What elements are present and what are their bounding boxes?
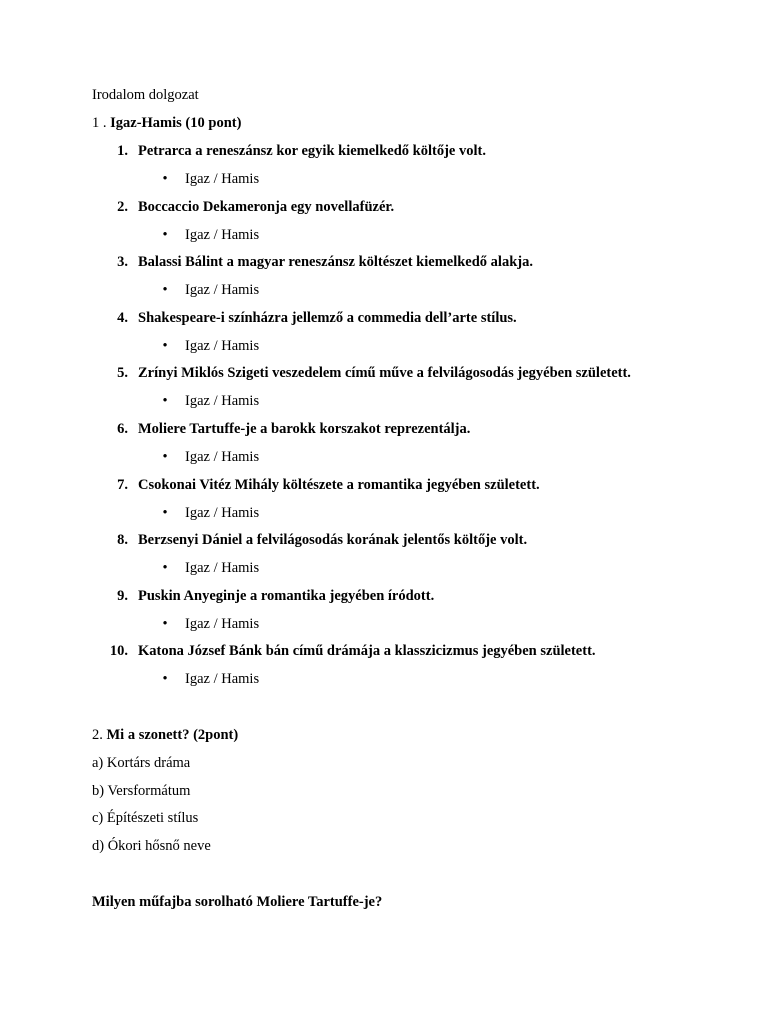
answer-choice: Igaz / Hamis <box>185 282 260 298</box>
document-title: Irodalom dolgozat <box>92 87 199 103</box>
bullet-icon: • <box>162 393 168 409</box>
question-number: 3. <box>117 254 128 270</box>
section2-title: Mi a szonett? (2pont) <box>106 727 239 743</box>
option-b: b) Versformátum <box>92 783 191 799</box>
answer-choice: Igaz / Hamis <box>185 171 260 187</box>
section1-heading <box>92 114 241 132</box>
answer-choice: Igaz / Hamis <box>185 560 260 576</box>
bullet-icon: • <box>162 449 168 465</box>
section2-number: 2. <box>92 727 103 743</box>
section1-title: Igaz-Hamis (10 pont) <box>110 115 242 131</box>
question-number: 1. <box>117 143 128 159</box>
bullet-icon: • <box>162 505 168 521</box>
question-text: Berzsenyi Dániel a felvilágosodás korának jelentős költője volt. <box>138 532 528 548</box>
answer-choice: Igaz / Hamis <box>185 338 260 354</box>
section1-number: 1 . <box>92 115 107 131</box>
question-text: Balassi Bálint a magyar reneszánsz költészet kiemelkedő alakja. <box>138 254 533 270</box>
question-number: 5. <box>117 365 128 381</box>
bullet-icon: • <box>162 616 168 632</box>
bullet-icon: • <box>162 671 168 687</box>
section2-heading <box>92 726 238 744</box>
question-text: Csokonai Vitéz Mihály költészete a romantika jegyében született. <box>138 477 540 493</box>
question-text: Shakespeare-i színházra jellemző a commedia dell’arte stílus. <box>138 310 517 326</box>
option-c: c) Építészeti stílus <box>92 810 199 826</box>
answer-choice: Igaz / Hamis <box>185 505 260 521</box>
option-a: a) Kortárs dráma <box>92 755 191 771</box>
question-text: Petrarca a reneszánsz kor egyik kiemelkedő költője volt. <box>138 143 486 159</box>
section3-question: Milyen műfajba sorolható Moliere Tartuffe-je? <box>92 894 383 910</box>
answer-choice: Igaz / Hamis <box>185 393 260 409</box>
bullet-icon: • <box>162 171 168 187</box>
question-number: 4. <box>117 310 128 326</box>
bullet-icon: • <box>162 560 168 576</box>
bullet-icon: • <box>162 338 168 354</box>
question-text: Zrínyi Miklós Szigeti veszedelem című műve a felvilágosodás jegyében született. <box>138 365 631 381</box>
question-number: 6. <box>117 421 128 437</box>
question-text: Moliere Tartuffe-je a barokk korszakot reprezentálja. <box>138 421 471 437</box>
question-number: 10. <box>109 643 128 659</box>
answer-choice: Igaz / Hamis <box>185 449 260 465</box>
question-number: 7. <box>117 477 128 493</box>
bullet-icon: • <box>162 227 168 243</box>
question-number: 9. <box>117 588 128 604</box>
answer-choice: Igaz / Hamis <box>185 227 260 243</box>
question-text: Boccaccio Dekameronja egy novellafüzér. <box>138 199 395 215</box>
question-text: Puskin Anyeginje a romantika jegyében íródott. <box>138 588 435 604</box>
question-text: Katona József Bánk bán című drámája a klasszicizmus jegyében született. <box>138 643 596 659</box>
bullet-icon: • <box>162 282 168 298</box>
answer-choice: Igaz / Hamis <box>185 616 260 632</box>
question-number: 8. <box>117 532 128 548</box>
answer-choice: Igaz / Hamis <box>185 671 260 687</box>
question-number: 2. <box>117 199 128 215</box>
option-d: d) Ókori hősnő neve <box>92 838 211 854</box>
